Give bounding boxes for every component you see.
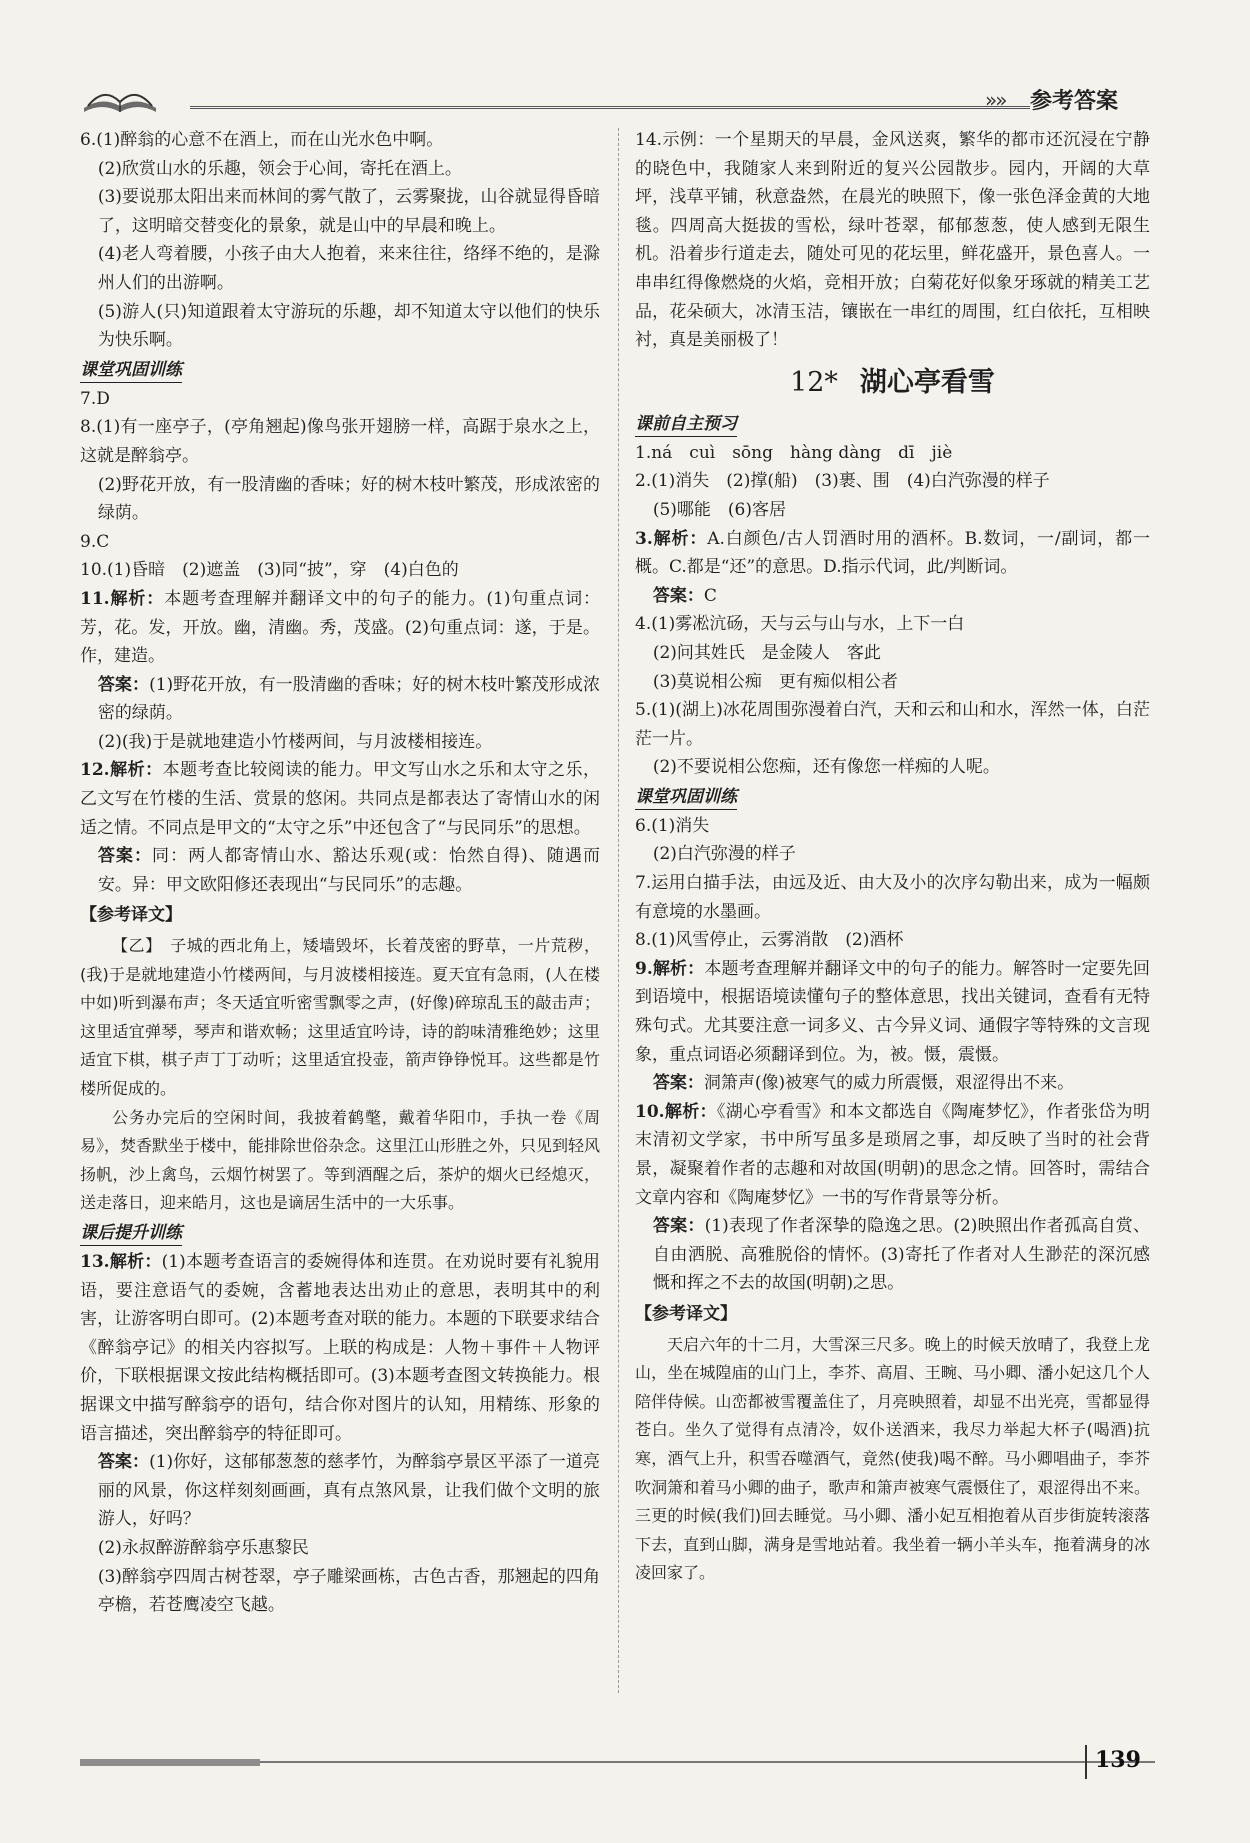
r-q4: 4.(1)雾凇沆砀，天与云与山与水，上下一白: [635, 614, 965, 635]
translation-yi-1: 【乙】 子城的西北角上，矮墙毁坏，长着茂密的野草，一片荒秽，(我)于是就地建造小竹楼两间，与月波楼相接连。夏天宜有急雨，(人在楼中如)听到瀑布声；冬天适宜听密雪飘零之声，(好像)碎琼乱玉的敲击声；这里适宜弹琴，琴声和谐欢畅；这里适宜吟诗，诗的韵味清雅绝妙；这里适宜下棋，棋子声丁丁动听；这里适宜投壶，箭声铮铮悦耳。这些都是竹楼所促成的。: [80, 936, 600, 1098]
section-heading-preview: 课前自主预习: [635, 412, 737, 437]
r-q10: [635, 1098, 1150, 1212]
answer-label: 答案：: [652, 1216, 705, 1237]
section-heading-classroom: 课堂巩固训练: [635, 785, 737, 810]
q13: [80, 1248, 600, 1448]
q11-answer: [80, 671, 600, 728]
q6-line-3: (3)要说那太阳出来而林间的雾气散了，云雾聚拢，山谷就显得昏暗了，这明暗交替变化的景象，就是山中的早晨和晚上。: [97, 187, 600, 236]
q13-text: (1)本题考查语言的委婉得体和连贯。在劝说时要有礼貌用语，要注意语气的委婉，含蓄地表达出劝止的意思，表明其中的利害，让游客明白即可。(2)本题考查对联的能力。本题的下联要求结合《醉翁亭记》的相关内容拟写。上联的构成是：人物＋事件＋人物评价，下联根据课文按此结构概括即可。(3)本题考查图文转换能力。根据课文中描写醉翁亭的语句，结合你对图片的认知，用精练、形象的语言描述，突出醉翁亭的特征即可。: [80, 1251, 600, 1444]
r-q10-answer-text: (1)表现了作者深挚的隐逸之思。(2)映照出作者孤高自赏、自由洒脱、高雅脱俗的情怀。(3)寄托了作者对人生渺茫的深沉感慨和挥之不去的故国(明朝)之思。: [652, 1216, 1150, 1294]
r-q9-text: 本题考查理解并翻译文中的句子的能力。解答时一定要先回到语境中，根据语境读懂句子的整体意思，找出关键词，查看有无特殊句式。尤其要注意一词多义、古今异义词、通假字等特殊的文言现象，重点词语必须翻译到位。为，被。慑，震慑。: [635, 958, 1151, 1065]
answer-label: 答案：: [652, 1073, 704, 1094]
q10: 10.(1)昏暗 (2)遮盖 (3)同“披”，穿 (4)白色的: [80, 560, 459, 581]
answer-label: 答案：: [97, 1452, 150, 1473]
r-q5: 5.(1)(湖上)冰花周围弥漫着白汽，天和云和山和水，浑然一体，白茫茫一片。: [635, 700, 1150, 749]
left-column: [80, 126, 600, 1620]
header-title: 参考答案: [1030, 89, 1119, 114]
translation-hxt: 天启六年的十二月，大雪深三尺多。晚上的时候天放晴了，我登上龙山，坐在城隍庙的山门上，李芥、高眉、王畹、马小卿、潘小妃这几个人陪伴侍候。山峦都被雪覆盖住了，月亮映照着，却显不出光亮，雪都显得苍白。坐久了觉得有点清冷，奴仆送酒来，我尽力举起大杯子(喝酒)抗寒，酒气上升，积雪吞噬酒气，竟然(使我)喝不醉。马小卿唱曲子，李芥吹洞箫和着马小卿的曲子，歌声和箫声被寒气震慑住了，艰涩得出不来。三更的时候(我们)回去睡觉。马小卿、潘小妃互相抱着从百步街旋转滚落下去，直到山脚，满身是雪地站着。我坐着一辆小羊头车，拖着满身的冰凌回家了。: [635, 1334, 1150, 1583]
page-footer: [70, 1745, 1180, 1785]
q6-line-1: 6.(1)醉翁的心意不在酒上，而在山光水色中啊。: [80, 130, 444, 150]
q6-line-5: (5)游人(只)知道跟着太守游玩的乐趣，却不知道太守以他们的快乐为快乐啊。: [97, 301, 600, 351]
r-q10-label: 10.解析：: [635, 1101, 717, 1122]
column-divider: [618, 128, 619, 1693]
r-q2: 2.(1)消失 (2)撑(船) (3)裹、围 (4)白汽弥漫的样子: [635, 471, 1050, 492]
r-q6: 6.(1)消失: [635, 815, 710, 836]
section-heading-after-class: 课后提升训练: [80, 1221, 182, 1246]
r-q7: 7.运用白描手法，由远及近、由大及小的次序勾勒出来，成为一幅颇有意境的水墨画。: [635, 873, 1150, 922]
r-q9-answer-text: 洞箫声(像)被寒气的威力所震慑，艰涩得出不来。: [703, 1073, 1075, 1094]
r-q10-answer: [635, 1212, 1150, 1298]
chevron-right-icon: »»: [985, 88, 1006, 112]
r-q9-answer: [635, 1069, 1150, 1098]
footer-separator: [1085, 1745, 1087, 1779]
q11-answer-text: (1)野花开放，有一股清幽的香味；好的树木枝叶繁茂形成浓密的绿荫。: [97, 674, 600, 724]
q12-label: 12.解析：: [80, 760, 163, 781]
r-q8: 8.(1)风雪停止，云雾消散 (2)酒杯: [635, 930, 904, 951]
reference-translation-heading: 【参考译文】: [80, 905, 182, 926]
r-q3-text: A.白颜色/古人罚酒时用的酒杯。B.数词，一/副词，都一概。C.都是“还”的意思。D.指示代词，此/判断词。: [635, 528, 1151, 578]
q12-text: 本题考查比较阅读的能力。甲文写山水之乐和太守之乐，乙文写在竹楼的生活、赏景的悠闲。共同点是都表达了寄情山水的闲适之情。不同点是甲文的“太守之乐”中还包含了“与民同乐”的思想。: [80, 760, 601, 838]
r-q1: 1.ná cuì sōng hàng dàng dī jiè: [635, 442, 953, 463]
open-book-icon: [80, 82, 160, 116]
q7: 7.D: [80, 388, 110, 409]
q14: 14.示例：一个星期天的早晨，金风送爽，繁华的都市还沉浸在宁静的晓色中，我随家人来到附近的复兴公园散步。园内，开阔的大草坪，浅草平铺，秋意盎然，在晨光的映照下，像一张色泽金黄的大地毯。四周高大挺拔的雪松，绿叶苍翠，郁郁葱葱，使人感到无限生机。沿着步行道走去，随处可见的花坛里，鲜花盛开，景色喜人。一串串红得像燃烧的火焰，竞相开放；白菊花好似象牙琢就的精美工艺品，花朵硕大，冰清玉洁，镶嵌在一串红的周围，红白依托，互相映衬，真是美丽极了！: [635, 130, 1150, 351]
lesson-title-text: 湖心亭看雪: [859, 366, 995, 398]
answer-label: 答案：: [97, 846, 153, 867]
q9: 9.C: [80, 531, 110, 552]
q12-answer-text: 同：两人都寄情山水、豁达乐观(或：怡然自得)、随遇而安。异：甲文欧阳修还表现出“与民同乐”的志趣。: [97, 846, 600, 895]
q13-answer-text: (1)你好，这郁郁葱葱的慈孝竹，为醉翁亭景区平添了一道亮丽的风景，你这样刻刻画画，真有点煞风景，让我们做个文明的旅游人，好吗？: [97, 1452, 600, 1530]
q11-text: 本题考查理解并翻译文中的句子的能力。(1)句重点词：芳，花。发，开放。幽，清幽。秀，茂盛。(2)句重点词：遂，于是。作，建造。: [80, 588, 600, 667]
lesson-title: [635, 363, 1150, 403]
footer-bar: [80, 1759, 260, 1766]
lesson-number: 12*: [790, 366, 838, 398]
r-q9-label: 9.解析：: [635, 958, 705, 979]
r-q2-b: (5)哪能 (6)客居: [652, 499, 787, 520]
footer-rule: [260, 1761, 1155, 1763]
r-q4-c: (3)莫说相公痴 更有痴似相公者: [652, 671, 898, 692]
q11-label: 11.解析：: [80, 588, 165, 609]
q13-label: 13.解析：: [80, 1251, 162, 1272]
reference-translation-heading: 【参考译文】: [635, 1303, 737, 1324]
q6-line-2: (2)欣赏山水的乐趣，领会于心间，寄托在酒上。: [97, 158, 462, 179]
q12-answer: [80, 842, 600, 899]
q11: [80, 585, 600, 671]
header-rule: [190, 106, 1030, 109]
r-q4-b: (2)问其姓氏 是金陵人 客此: [652, 642, 881, 663]
r-q6-b: (2)白汽弥漫的样子: [652, 844, 796, 865]
translation-yi-2: 公务办完后的空闲时间，我披着鹤氅，戴着华阳巾，手执一卷《周易》，焚香默坐于楼中，能排除世俗杂念。这里江山形胜之外，只见到轻风扬帆，沙上禽鸟，云烟竹树罢了。等到酒醒之后，茶炉的烟火已经熄灭，送走落日，迎来皓月，这也是谪居生活中的一大乐事。: [80, 1107, 601, 1213]
answer-label: 答案：: [652, 585, 704, 606]
q8-line-1: 8.(1)有一座亭子，(亭角翘起)像鸟张开翅膀一样，高踞于泉水之上，这就是醉翁亭。: [80, 417, 600, 466]
q13-answer: [80, 1448, 600, 1534]
r-q3-answer: [635, 582, 1150, 611]
page-header: [70, 82, 1180, 122]
q13-answer-3: (3)醉翁亭四周古树苍翠，亭子雕梁画栋，古色古香，那翘起的四角亭檐，若苍鹰凌空飞越。: [97, 1566, 600, 1616]
answer-label: 答案：: [97, 674, 150, 695]
r-q10-text: 《湖心亭看雪》和本文都选自《陶庵梦忆》，作者张岱为明末清初文学家，书中所写虽多是琐屑之事，却反映了当时的社会背景，凝聚着作者的志趣和对故国(明朝)的思念之情。回答时，需结合文章内容和《陶庵梦忆》一书的写作背景等分析。: [635, 1101, 1151, 1208]
r-q3-label: 3.解析：: [635, 528, 708, 549]
right-column: [635, 126, 1150, 1588]
r-q3-answer-text: C: [703, 585, 717, 606]
q11-answer-2: (2)(我)于是就地建造小竹楼两间，与月波楼相接连。: [97, 731, 493, 752]
page-number: 139: [1095, 1747, 1141, 1773]
q6-line-4: (4)老人弯着腰，小孩子由大人抱着，来来往往，络绎不绝的，是滁州人们的出游啊。: [97, 244, 600, 293]
section-heading-classroom: 课堂巩固训练: [80, 358, 182, 383]
q13-answer-2: (2)永叔醉游醉翁亭乐惠黎民: [97, 1537, 309, 1558]
r-q5-b: (2)不要说相公您痴，还有像您一样痴的人呢。: [652, 757, 1000, 778]
q8-line-2: (2)野花开放，有一股清幽的香味；好的树木枝叶繁茂，形成浓密的绿荫。: [97, 474, 600, 524]
q12: [80, 756, 600, 842]
r-q9: [635, 955, 1150, 1069]
r-q3: [635, 525, 1150, 582]
